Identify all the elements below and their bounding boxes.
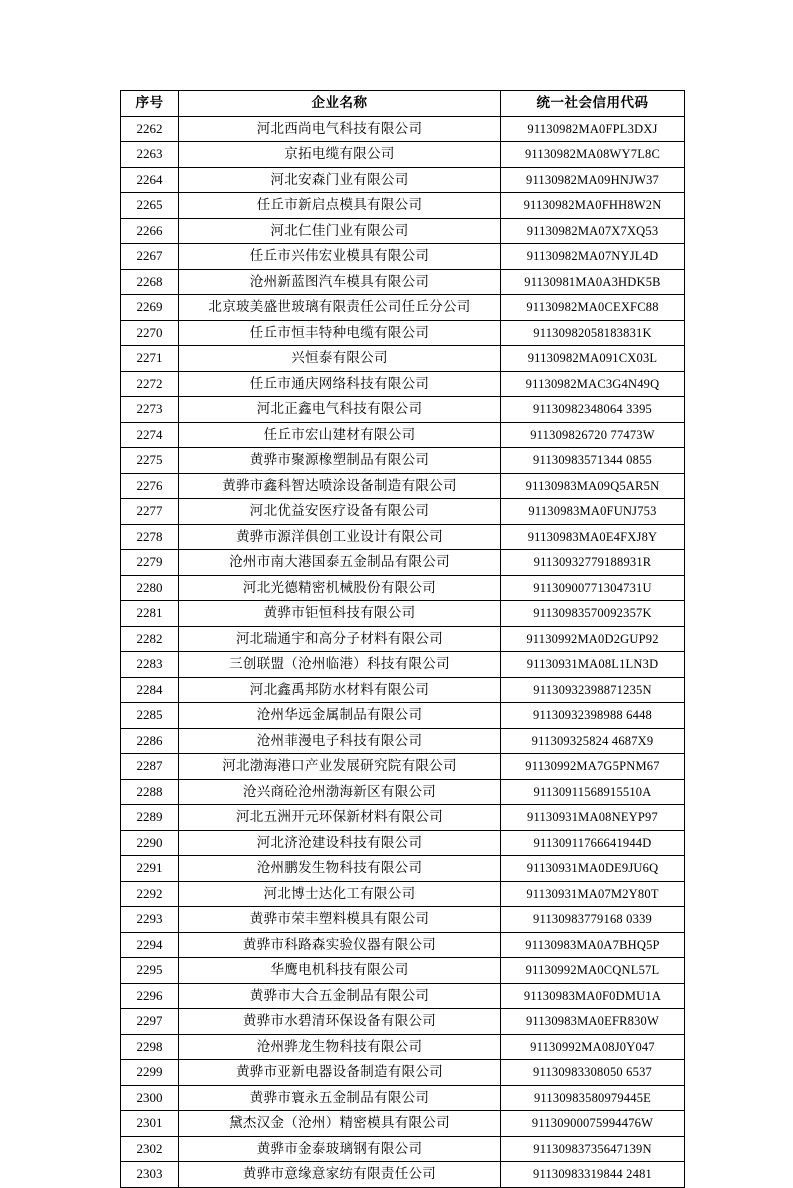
cell-sequence: 2294 — [121, 932, 179, 958]
cell-sequence: 2277 — [121, 499, 179, 525]
cell-enterprise-name: 沧州鹏发生物科技有限公司 — [179, 856, 501, 882]
table-row — [121, 1162, 685, 1188]
table-row — [121, 703, 685, 729]
cell-credit-code: 91130983779168 0339 — [501, 907, 685, 933]
table-row — [121, 1085, 685, 1111]
cell-enterprise-name: 黄骅市亚新电器设备制造有限公司 — [179, 1060, 501, 1086]
table-header-row — [121, 91, 685, 117]
cell-credit-code: 91130983MA0E4FXJ8Y — [501, 524, 685, 550]
cell-credit-code: 91130931MA08L1LN3D — [501, 652, 685, 678]
cell-sequence: 2264 — [121, 167, 179, 193]
cell-credit-code: 91130983MA0FUNJ753 — [501, 499, 685, 525]
table-row — [121, 499, 685, 525]
cell-sequence: 2278 — [121, 524, 179, 550]
cell-credit-code: 91130932779188931R — [501, 550, 685, 576]
cell-credit-code: 911309325824 4687X9 — [501, 728, 685, 754]
cell-sequence: 2289 — [121, 805, 179, 831]
cell-sequence: 2303 — [121, 1162, 179, 1188]
cell-credit-code: 91130982MA0FHH8W2N — [501, 193, 685, 219]
cell-enterprise-name: 河北五洲开元环保新材料有限公司 — [179, 805, 501, 831]
cell-credit-code: 91130982MA07NYJL4D — [501, 244, 685, 270]
cell-sequence: 2302 — [121, 1136, 179, 1162]
cell-enterprise-name: 任丘市通庆网络科技有限公司 — [179, 371, 501, 397]
cell-sequence: 2299 — [121, 1060, 179, 1086]
table-row — [121, 881, 685, 907]
table-row — [121, 448, 685, 474]
cell-sequence: 2283 — [121, 652, 179, 678]
cell-sequence: 2272 — [121, 371, 179, 397]
cell-enterprise-name: 兴恒泰有限公司 — [179, 346, 501, 372]
table-row — [121, 422, 685, 448]
cell-credit-code: 91130983571344 0855 — [501, 448, 685, 474]
cell-enterprise-name: 黄骅市鑫科智达喷涂设备制造有限公司 — [179, 473, 501, 499]
table-row — [121, 346, 685, 372]
cell-credit-code: 91130992MA0D2GUP92 — [501, 626, 685, 652]
cell-sequence: 2295 — [121, 958, 179, 984]
cell-enterprise-name: 京拓电缆有限公司 — [179, 142, 501, 168]
cell-credit-code: 91130983570092357K — [501, 601, 685, 627]
cell-sequence: 2287 — [121, 754, 179, 780]
table-row — [121, 805, 685, 831]
table-row — [121, 830, 685, 856]
cell-credit-code: 91130983MA09Q5AR5N — [501, 473, 685, 499]
cell-enterprise-name: 河北济沧建设科技有限公司 — [179, 830, 501, 856]
cell-credit-code: 91130983MA0EFR830W — [501, 1009, 685, 1035]
cell-sequence: 2273 — [121, 397, 179, 423]
table-row — [121, 244, 685, 270]
cell-sequence: 2268 — [121, 269, 179, 295]
table-body — [121, 116, 685, 1187]
cell-enterprise-name: 黄骅市意缘意家纺有限责任公司 — [179, 1162, 501, 1188]
cell-sequence: 2292 — [121, 881, 179, 907]
table-row — [121, 1111, 685, 1137]
cell-credit-code: 91130983580979445E — [501, 1085, 685, 1111]
cell-enterprise-name: 沧兴商砼沧州渤海新区有限公司 — [179, 779, 501, 805]
table-row — [121, 932, 685, 958]
cell-sequence: 2267 — [121, 244, 179, 270]
cell-enterprise-name: 河北优益安医疗设备有限公司 — [179, 499, 501, 525]
cell-sequence: 2271 — [121, 346, 179, 372]
cell-sequence: 2298 — [121, 1034, 179, 1060]
cell-credit-code: 91130983735647139N — [501, 1136, 685, 1162]
cell-enterprise-name: 沧州市南大港国泰五金制品有限公司 — [179, 550, 501, 576]
cell-sequence: 2296 — [121, 983, 179, 1009]
column-header-credit-code: 统一社会信用代码 — [501, 91, 685, 117]
cell-sequence: 2282 — [121, 626, 179, 652]
cell-sequence: 2276 — [121, 473, 179, 499]
enterprise-registry-table-container — [120, 90, 684, 1188]
table-row — [121, 677, 685, 703]
cell-enterprise-name: 河北博士达化工有限公司 — [179, 881, 501, 907]
cell-credit-code: 91130982MA09HNJW37 — [501, 167, 685, 193]
cell-enterprise-name: 黄骅市科路森实验仪器有限公司 — [179, 932, 501, 958]
cell-enterprise-name: 黄骅市大合五金制品有限公司 — [179, 983, 501, 1009]
table-row — [121, 218, 685, 244]
table-row — [121, 295, 685, 321]
table-row — [121, 856, 685, 882]
cell-enterprise-name: 黄骅市金泰玻璃钢有限公司 — [179, 1136, 501, 1162]
table-row — [121, 754, 685, 780]
table-row — [121, 397, 685, 423]
table-row — [121, 371, 685, 397]
table-row — [121, 473, 685, 499]
cell-credit-code: 91130982MA07X7XQ53 — [501, 218, 685, 244]
cell-credit-code: 91130982MA08WY7L8C — [501, 142, 685, 168]
cell-credit-code: 91130931MA0DE9JU6Q — [501, 856, 685, 882]
cell-sequence: 2265 — [121, 193, 179, 219]
cell-enterprise-name: 河北鑫禹邦防水材料有限公司 — [179, 677, 501, 703]
table-row — [121, 142, 685, 168]
cell-credit-code: 91130992MA08J0Y047 — [501, 1034, 685, 1060]
cell-sequence: 2269 — [121, 295, 179, 321]
table-row — [121, 167, 685, 193]
cell-sequence: 2297 — [121, 1009, 179, 1035]
cell-credit-code: 91130982348064 3395 — [501, 397, 685, 423]
table-row — [121, 269, 685, 295]
cell-enterprise-name: 河北光德精密机械股份有限公司 — [179, 575, 501, 601]
table-row — [121, 320, 685, 346]
cell-sequence: 2263 — [121, 142, 179, 168]
cell-credit-code: 91130900771304731U — [501, 575, 685, 601]
cell-credit-code: 91130931MA08NEYP97 — [501, 805, 685, 831]
cell-credit-code: 91130982058183831K — [501, 320, 685, 346]
cell-credit-code: 91130911766641944D — [501, 830, 685, 856]
cell-credit-code: 91130992MA7G5PNM67 — [501, 754, 685, 780]
cell-credit-code: 91130900075994476W — [501, 1111, 685, 1137]
table-row — [121, 601, 685, 627]
cell-credit-code: 91130931MA07M2Y80T — [501, 881, 685, 907]
cell-sequence: 2288 — [121, 779, 179, 805]
cell-enterprise-name: 沧州菲漫电子科技有限公司 — [179, 728, 501, 754]
cell-credit-code: 91130981MA0A3HDK5B — [501, 269, 685, 295]
cell-enterprise-name: 任丘市恒丰特种电缆有限公司 — [179, 320, 501, 346]
cell-credit-code: 91130983319844 2481 — [501, 1162, 685, 1188]
cell-sequence: 2274 — [121, 422, 179, 448]
cell-credit-code: 91130982MAC3G4N49Q — [501, 371, 685, 397]
table-row — [121, 550, 685, 576]
cell-enterprise-name: 任丘市兴伟宏业模具有限公司 — [179, 244, 501, 270]
cell-enterprise-name: 河北安森门业有限公司 — [179, 167, 501, 193]
cell-sequence: 2284 — [121, 677, 179, 703]
cell-sequence: 2290 — [121, 830, 179, 856]
cell-sequence: 2291 — [121, 856, 179, 882]
cell-sequence: 2270 — [121, 320, 179, 346]
cell-enterprise-name: 河北渤海港口产业发展研究院有限公司 — [179, 754, 501, 780]
cell-enterprise-name: 三创联盟（沧州临港）科技有限公司 — [179, 652, 501, 678]
cell-enterprise-name: 河北正鑫电气科技有限公司 — [179, 397, 501, 423]
table-row — [121, 779, 685, 805]
cell-sequence: 2286 — [121, 728, 179, 754]
table-row — [121, 958, 685, 984]
table-row — [121, 1034, 685, 1060]
cell-enterprise-name: 任丘市新启点模具有限公司 — [179, 193, 501, 219]
cell-enterprise-name: 沧州华远金属制品有限公司 — [179, 703, 501, 729]
cell-credit-code: 91130982MA0FPL3DXJ — [501, 116, 685, 142]
enterprise-registry-table — [120, 90, 685, 1188]
cell-sequence: 2300 — [121, 1085, 179, 1111]
cell-sequence: 2262 — [121, 116, 179, 142]
table-row — [121, 728, 685, 754]
column-header-sequence: 序号 — [121, 91, 179, 117]
cell-enterprise-name: 华鹰电机科技有限公司 — [179, 958, 501, 984]
cell-enterprise-name: 黄骅市荣丰塑料模具有限公司 — [179, 907, 501, 933]
cell-credit-code: 91130992MA0CQNL57L — [501, 958, 685, 984]
cell-credit-code: 91130983308050 6537 — [501, 1060, 685, 1086]
cell-sequence: 2285 — [121, 703, 179, 729]
cell-enterprise-name: 黄骅市寰永五金制品有限公司 — [179, 1085, 501, 1111]
table-row — [121, 575, 685, 601]
cell-enterprise-name: 北京玻美盛世玻璃有限责任公司任丘分公司 — [179, 295, 501, 321]
cell-sequence: 2279 — [121, 550, 179, 576]
table-row — [121, 1009, 685, 1035]
cell-sequence: 2293 — [121, 907, 179, 933]
table-row — [121, 626, 685, 652]
table-row — [121, 524, 685, 550]
cell-sequence: 2266 — [121, 218, 179, 244]
table-row — [121, 116, 685, 142]
cell-sequence: 2301 — [121, 1111, 179, 1137]
cell-sequence: 2280 — [121, 575, 179, 601]
cell-enterprise-name: 黄骅市水碧清环保设备有限公司 — [179, 1009, 501, 1035]
table-row — [121, 1060, 685, 1086]
table-header — [121, 91, 685, 117]
cell-enterprise-name: 沧州骅龙生物科技有限公司 — [179, 1034, 501, 1060]
cell-credit-code: 911309826720 77473W — [501, 422, 685, 448]
cell-enterprise-name: 河北瑞通宇和高分子材料有限公司 — [179, 626, 501, 652]
cell-enterprise-name: 黄骅市聚源橡塑制品有限公司 — [179, 448, 501, 474]
cell-sequence: 2281 — [121, 601, 179, 627]
cell-enterprise-name: 任丘市宏山建材有限公司 — [179, 422, 501, 448]
cell-credit-code: 91130932398871235N — [501, 677, 685, 703]
column-header-enterprise: 企业名称 — [179, 91, 501, 117]
cell-enterprise-name: 河北仁佳门业有限公司 — [179, 218, 501, 244]
cell-credit-code: 91130983MA0F0DMU1A — [501, 983, 685, 1009]
table-row — [121, 1136, 685, 1162]
cell-credit-code: 91130983MA0A7BHQ5P — [501, 932, 685, 958]
cell-sequence: 2275 — [121, 448, 179, 474]
cell-enterprise-name: 黄骅市钜恒科技有限公司 — [179, 601, 501, 627]
cell-credit-code: 91130932398988 6448 — [501, 703, 685, 729]
cell-enterprise-name: 黄骅市源洋俱创工业设计有限公司 — [179, 524, 501, 550]
table-row — [121, 907, 685, 933]
table-row — [121, 983, 685, 1009]
cell-enterprise-name: 黛杰汉金（沧州）精密模具有限公司 — [179, 1111, 501, 1137]
table-row — [121, 652, 685, 678]
cell-credit-code: 91130982MA0CEXFC88 — [501, 295, 685, 321]
cell-credit-code: 91130911568915510A — [501, 779, 685, 805]
table-row — [121, 193, 685, 219]
cell-credit-code: 91130982MA091CX03L — [501, 346, 685, 372]
cell-enterprise-name: 沧州新蓝图汽车模具有限公司 — [179, 269, 501, 295]
cell-enterprise-name: 河北西尚电气科技有限公司 — [179, 116, 501, 142]
